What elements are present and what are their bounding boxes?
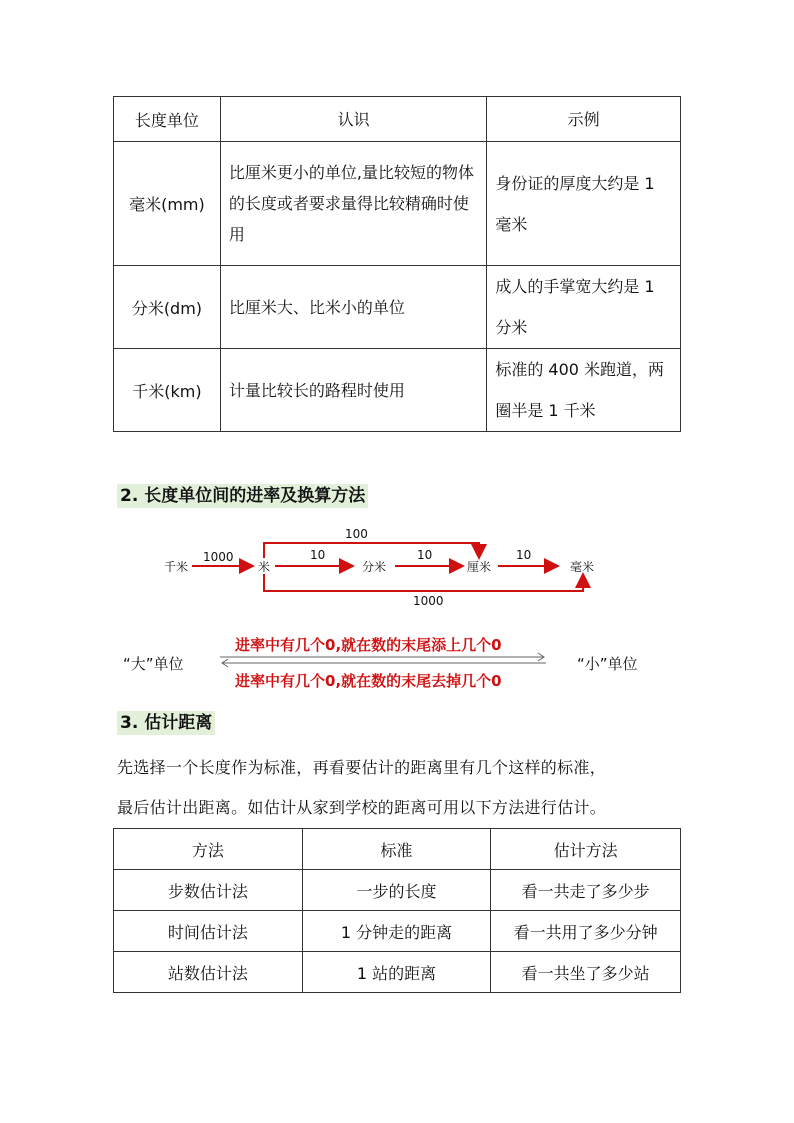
table-row [114, 952, 681, 993]
section-3-heading: 3. 估计距离 [117, 711, 215, 735]
rate-m-mm: 1000 [413, 594, 444, 608]
small-unit-label: “小”单位 [577, 655, 638, 673]
header-example: 示例 [487, 97, 681, 142]
section-2-heading: 2. 长度单位间的进率及换算方法 [117, 484, 368, 508]
rate-dm-cm: 10 [417, 548, 433, 562]
length-unit-table [113, 96, 681, 432]
unit-km: 千米 [164, 560, 189, 574]
example-cell: 身份证的厚度大约是 1 毫米 [487, 142, 681, 266]
table-row [114, 911, 681, 952]
desc-cell: 比厘米大、比米小的单位 [220, 266, 486, 349]
paragraph-line-1: 先选择一个长度作为标准，再看要估计的距离里有几个这样的标准， [117, 758, 607, 777]
table-row [114, 266, 681, 349]
unit-conversion-diagram [150, 524, 610, 614]
estimate-cell: 看一共用了多少分钟 [491, 911, 681, 952]
table-header-row [114, 829, 681, 870]
rule-remove-zeros: 进率中有几个0,就在数的末尾去掉几个0 [235, 672, 502, 690]
unit-mm: 毫米 [570, 560, 595, 574]
rate-cm-mm: 10 [516, 548, 532, 562]
standard-cell: 1 站的距离 [302, 952, 491, 993]
arrow-m-mm [264, 574, 583, 591]
unit-cell: 毫米(mm) [114, 142, 221, 266]
big-unit-label: “大”单位 [123, 655, 184, 673]
header-desc: 认识 [220, 97, 486, 142]
rule-add-zeros: 进率中有几个0,就在数的末尾添上几个0 [235, 636, 502, 654]
table-row [114, 142, 681, 266]
desc-cell: 比厘米更小的单位,量比较短的物体的长度或者要求量得比较精确时使用 [220, 142, 486, 266]
header-standard: 标准 [302, 829, 491, 870]
table-row [114, 349, 681, 432]
table-row [114, 870, 681, 911]
example-cell: 标准的 400 米跑道，两圈半是 1 千米 [487, 349, 681, 432]
method-cell: 步数估计法 [114, 870, 303, 911]
unit-m: 米 [258, 560, 271, 574]
table-header-row [114, 97, 681, 142]
estimate-cell: 看一共坐了多少站 [491, 952, 681, 993]
rate-km-m: 1000 [203, 550, 234, 564]
double-arrow [218, 652, 548, 668]
rate-m-cm: 100 [345, 527, 368, 541]
arrow-m-cm [264, 543, 479, 558]
unit-cell: 分米(dm) [114, 266, 221, 349]
header-unit: 长度单位 [114, 97, 221, 142]
unit-dm: 分米 [362, 560, 387, 574]
desc-cell: 计量比较长的路程时使用 [220, 349, 486, 432]
method-cell: 站数估计法 [114, 952, 303, 993]
estimate-cell: 看一共走了多少步 [491, 870, 681, 911]
standard-cell: 一步的长度 [302, 870, 491, 911]
paragraph-line-2: 最后估计出距离。如估计从家到学校的距离可用以下方法进行估计。 [117, 798, 607, 817]
header-method: 方法 [114, 829, 303, 870]
rate-m-dm: 10 [310, 548, 326, 562]
header-estimate: 估计方法 [491, 829, 681, 870]
standard-cell: 1 分钟走的距离 [302, 911, 491, 952]
estimation-method-table [113, 828, 681, 993]
unit-cm: 厘米 [467, 560, 492, 574]
unit-cell: 千米(km) [114, 349, 221, 432]
method-cell: 时间估计法 [114, 911, 303, 952]
example-cell: 成人的手掌宽大约是 1 分米 [487, 266, 681, 349]
